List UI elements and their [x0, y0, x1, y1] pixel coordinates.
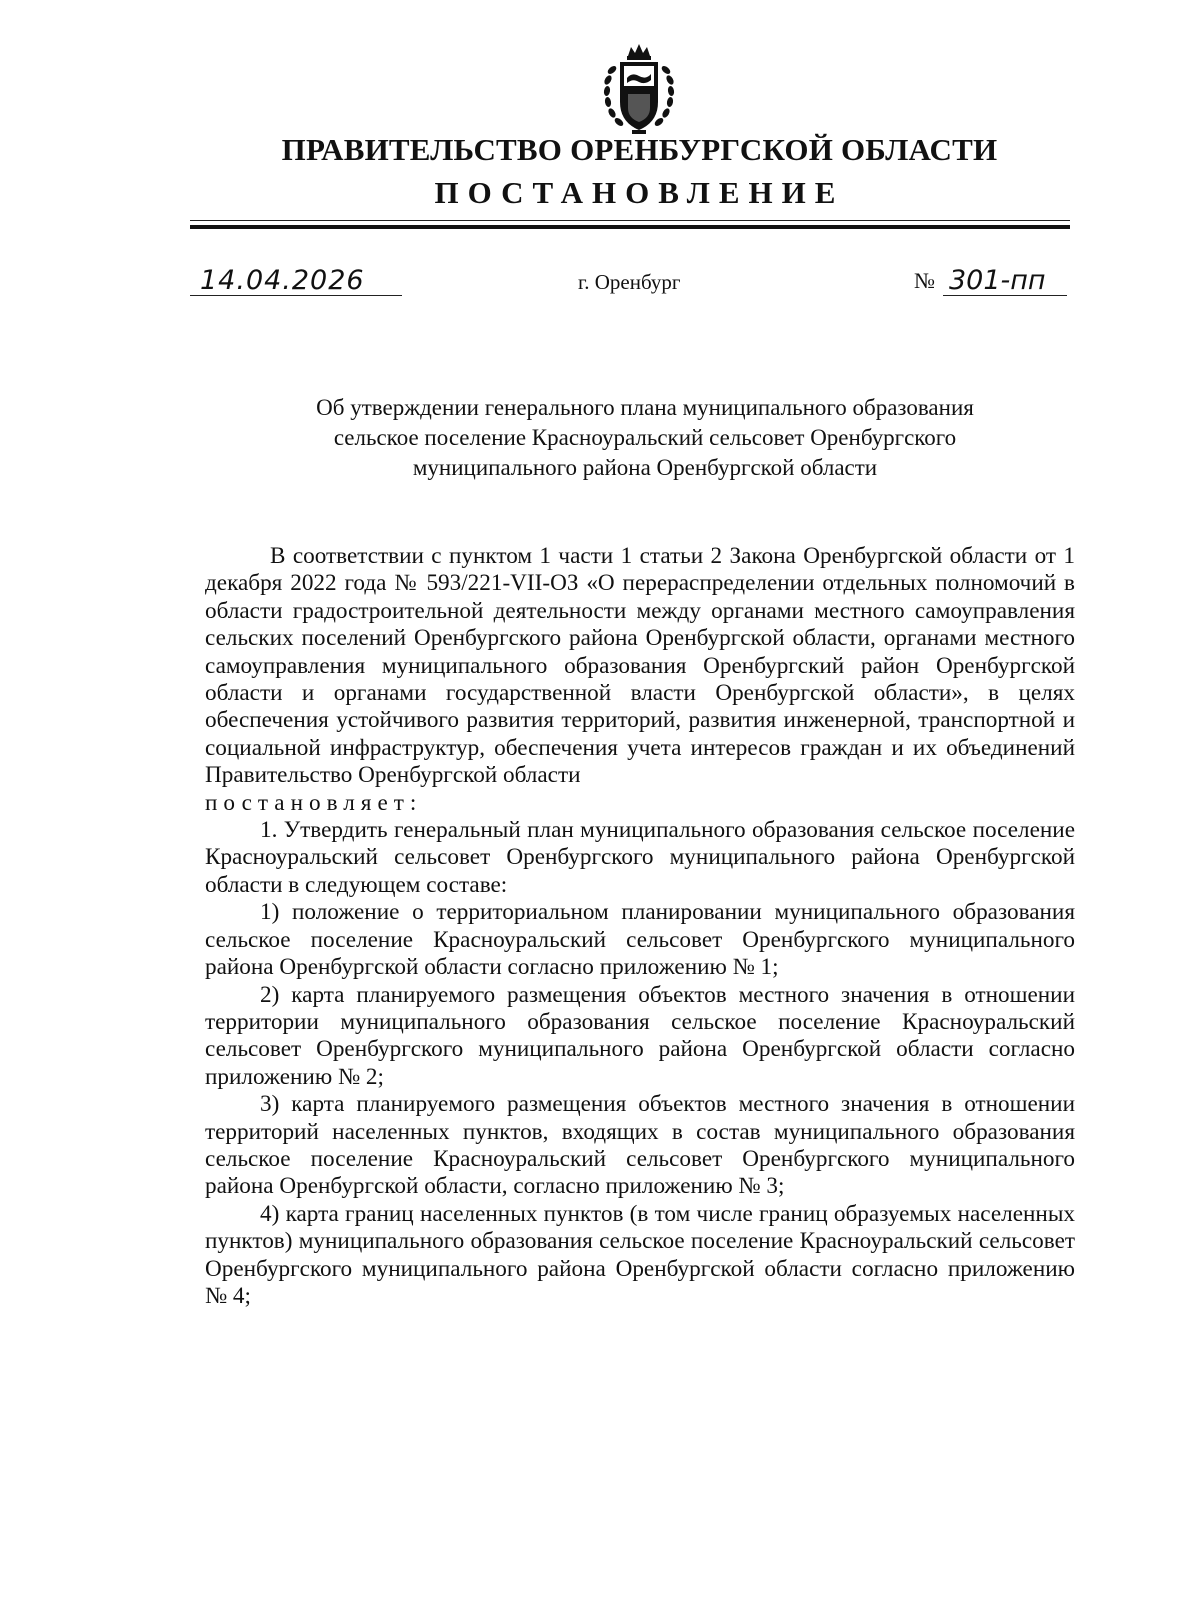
resolution-word: постановляет:	[205, 789, 423, 816]
title-line: сельское поселение Красноуральский сельсовет Оренбургского	[333, 425, 957, 450]
header-divider-thick	[190, 225, 1070, 229]
sub-item-3: 3) карта планируемого размещения объектов местного значения в отношении территорий населенных пунктов, входящих в состав муниципального образования сельское поселение Красноуральский сельсовет Оренбургского муниципального района Оренбургской области, согласно приложению № 3;	[205, 1091, 1075, 1200]
document-number-block	[914, 266, 1067, 296]
preamble-paragraph: В соответствии с пунктом 1 части 1 статьи 2 Закона Оренбургской области от 1 декабря 2022 года № 593/221-VII-ОЗ «О перераспределении отдельных полномочий в области градостроительной деятельности между органами местного самоуправления сельских поселений Оренбургского района Оренбургской области, органами местного самоуправления муниципального образования Оренбургский район Оренбургской области и органами государственной власти Оренбургской области», в целях обеспечения устойчивого развития территорий, развития инженерной, транспортной и социальной инфраструктур, обеспечения учета интересов граждан и их объединений Правительство Оренбургской области	[205, 543, 1075, 789]
document-city: г. Оренбург	[578, 270, 681, 294]
document-date: 14.04.2026	[190, 266, 402, 296]
document-body	[205, 543, 1075, 1310]
organization-name: ПРАВИТЕЛЬСТВО ОРЕНБУРГСКОЙ ОБЛАСТИ	[281, 132, 998, 167]
sub-item-4: 4) карта границ населенных пунктов (в том числе границ образуемых населенных пунктов) муниципального образования сельское поселение Красноуральский сельсовет Оренбургского муниципального района Оренбургской области согласно приложению № 4;	[205, 1200, 1075, 1309]
coat-of-arms-emblem	[598, 42, 680, 140]
item-1-paragraph: 1. Утвердить генеральный план муниципального образования сельское поселение Красноуральский сельсовет Оренбургского муниципального района Оренбургской области в следующем составе:	[205, 817, 1075, 898]
number-sign: №	[914, 268, 935, 293]
sub-item-2: 2) карта планируемого размещения объектов местного значения в отношении территории муниципального образования сельское поселение Красноуральский сельсовет Оренбургского муниципального района Оренбургской области согласно приложению № 2;	[205, 981, 1075, 1090]
document-title	[210, 393, 1080, 483]
title-line: Об утверждении генерального плана муниципального образования	[316, 395, 974, 420]
sub-item-1: 1) положение о территориальном планировании муниципального образования сельское поселение Красноуральский сельсовет Оренбургского муниципального района Оренбургской области согласно приложению № 1;	[205, 899, 1075, 981]
document-number: 301-пп	[943, 266, 1067, 296]
title-line: муниципального района Оренбургской области	[412, 455, 878, 480]
document-type: ПОСТАНОВЛЕНИЕ	[434, 175, 845, 210]
header-divider-thin	[190, 220, 1070, 221]
